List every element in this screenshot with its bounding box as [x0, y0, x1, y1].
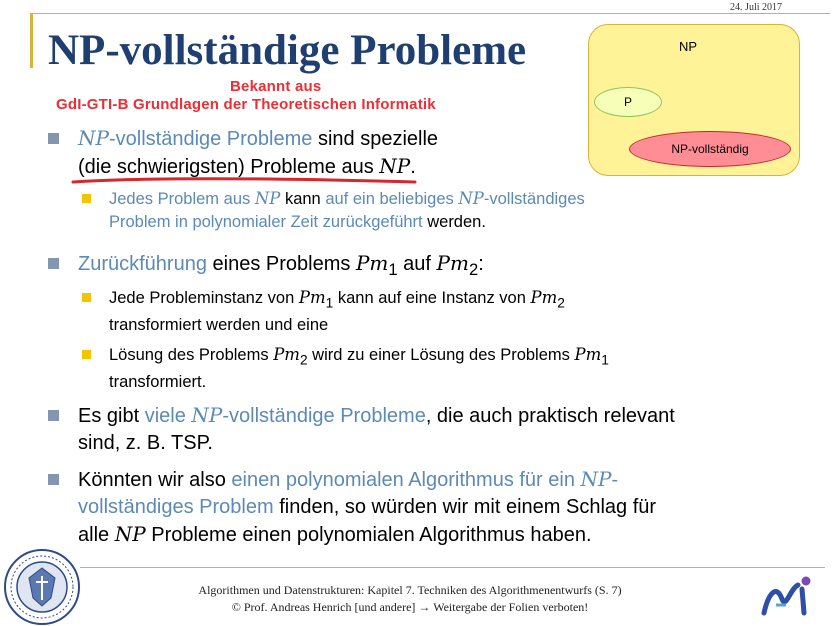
- bullet-square-icon: [48, 258, 59, 269]
- footer-line-2: © Prof. Andreas Henrich [und andere] → Weitergabe der Folien verboten!: [231, 600, 589, 614]
- annotation-line-2: GdI-GTI-B Grundlagen der Theoretischen Informatik: [56, 96, 436, 113]
- sub-bullet-reduction: [109, 187, 585, 234]
- bullet-text: ) Probleme aus: [238, 156, 380, 178]
- math-pm: Pm: [298, 288, 326, 307]
- bullet-text: transformiert werden und eine: [109, 316, 329, 335]
- bullet-text: Lösung des Problems: [109, 346, 274, 364]
- math-pm: Pm: [355, 251, 389, 275]
- slide-title: NP-vollständige Probleme: [48, 27, 527, 74]
- bullet-text: schwierigsten: [116, 156, 239, 178]
- bullet-square-icon: [48, 133, 59, 144]
- bullet-text: alle: [78, 524, 115, 546]
- highlight-text: -: [611, 469, 619, 491]
- math-np: NP: [78, 126, 109, 150]
- math-np: NP: [458, 189, 484, 208]
- bullet-text: .: [410, 156, 416, 178]
- bullet-text: finden, so würden wir mit einem Schlag für: [273, 496, 657, 518]
- bullet-text: werden.: [422, 213, 486, 231]
- np-complete-set-label: NP-vollständig: [671, 142, 749, 156]
- bullet-reduction-definition: [78, 250, 484, 283]
- highlight-text: viele: [144, 405, 192, 427]
- highlight-text: auf ein beliebiges: [325, 190, 459, 208]
- bullet-text: kann: [280, 190, 326, 208]
- sub-bullet-instance-transform: [109, 286, 565, 337]
- math-np: NP: [580, 467, 612, 491]
- p-set: [594, 87, 662, 117]
- math-pm: Pm: [436, 251, 469, 275]
- bullet-text: sind spezielle: [312, 128, 439, 150]
- university-seal-icon: [3, 548, 81, 626]
- math-subscript: 1: [325, 295, 334, 311]
- top-rule: [30, 13, 830, 14]
- highlight-text: -vollständiges: [483, 190, 585, 208]
- highlight-text: einen polynomialen Algorithmus für ein: [231, 469, 581, 491]
- highlight-text: Problem in polynomialer Zeit zurückgeführt: [109, 213, 423, 231]
- bullet-text: auf: [397, 253, 437, 275]
- np-complete-set: [629, 131, 791, 167]
- bullet-text: wird zu einer Lösung des Problems: [307, 346, 575, 364]
- highlight-text: Zurückführung: [78, 253, 207, 275]
- annotation-line-1: Bekannt aus: [230, 78, 322, 95]
- footer-line-1: Algorithmen und Datenstrukturen: Kapitel 7. Techniken des Algorithmenentwurfs (S. 7): [198, 583, 622, 597]
- math-subscript: 2: [557, 295, 565, 311]
- slide-date: 24. Juli 2017: [730, 2, 782, 13]
- bullet-text: , die auch praktisch relevant: [425, 405, 675, 427]
- bullet-text: Könnten wir also: [78, 469, 232, 491]
- math-subscript: 1: [388, 260, 398, 279]
- math-np: NP: [191, 403, 223, 427]
- bullet-text: Jede Probleminstanz von: [109, 289, 299, 307]
- bullet-text: kann auf eine Instanz von: [333, 289, 531, 307]
- bullet-square-icon: [48, 410, 59, 421]
- slide-footer: [100, 582, 720, 616]
- left-accent-bar: [30, 13, 33, 68]
- bullet-text: transformiert.: [109, 373, 207, 392]
- math-np: NP: [254, 189, 281, 208]
- footer-rule: [80, 567, 825, 568]
- math-subscript: 2: [299, 352, 308, 368]
- bullet-text: Probleme einen polynomialen Algorithmus haben.: [145, 524, 592, 546]
- sub-bullet-solution-transform: [109, 343, 609, 394]
- bullet-square-icon: [48, 474, 59, 485]
- chair-logo-icon: [758, 575, 818, 619]
- bullet-text: Es gibt: [78, 405, 145, 427]
- np-venn-diagram: [588, 24, 800, 176]
- math-subscript: 1: [601, 352, 609, 368]
- highlight-text: -vollständige Probleme: [222, 405, 426, 427]
- math-np: NP: [114, 522, 146, 546]
- math-pm: Pm: [574, 345, 602, 364]
- bullet-text: eines Problems: [206, 253, 356, 275]
- bullet-text: sind, z. B. TSP.: [78, 432, 213, 454]
- math-pm: Pm: [530, 288, 558, 307]
- np-set-label: NP: [679, 39, 698, 54]
- math-np: NP: [379, 154, 411, 178]
- math-pm: Pm: [273, 345, 300, 364]
- bullet-text: :: [478, 253, 484, 275]
- bullet-many-np-complete: [78, 402, 675, 457]
- sub-bullet-square-icon: [82, 350, 91, 359]
- highlight-text: -vollständige Probleme: [108, 128, 313, 150]
- math-subscript: 2: [468, 260, 479, 279]
- highlight-text: vollständiges Problem: [78, 496, 274, 518]
- sub-bullet-square-icon: [82, 293, 91, 302]
- bullet-text: (die: [78, 156, 117, 178]
- sub-bullet-square-icon: [82, 194, 91, 203]
- bullet-polynomial-consequence: [78, 466, 656, 549]
- p-set-label: P: [623, 95, 632, 109]
- highlight-text: Jedes Problem aus: [109, 190, 255, 208]
